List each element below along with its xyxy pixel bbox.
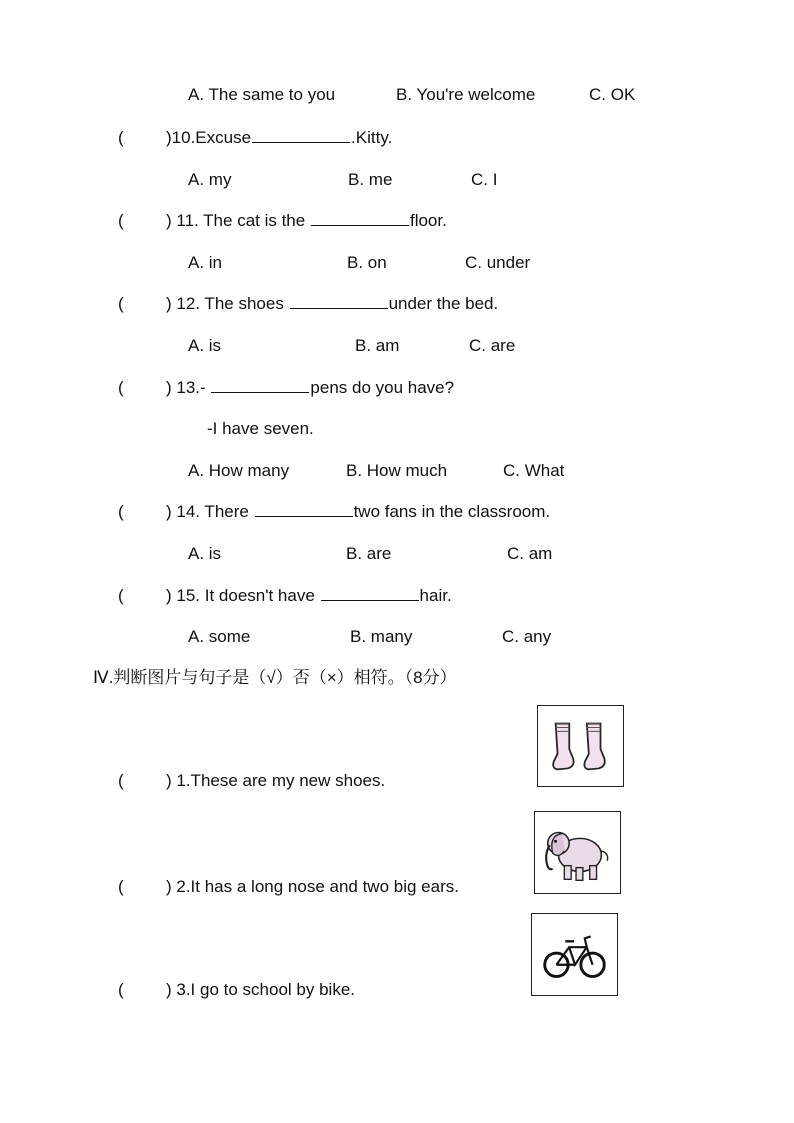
answer-paren[interactable]: (: [118, 980, 124, 999]
question-text-after: floor.: [409, 211, 447, 230]
question-14: [166, 502, 550, 522]
answer-paren[interactable]: (: [118, 586, 124, 605]
q12-option-c: C. are: [469, 336, 516, 355]
q14-option-b: B. are: [346, 544, 392, 563]
q12-option-b: B. am: [355, 336, 400, 355]
q10-option-a: A. my: [188, 170, 232, 189]
answer-paren[interactable]: (: [118, 128, 124, 147]
q15-option-b: B. many: [350, 627, 413, 646]
section-4-title: Ⅳ.判断图片与句子是（√）否（×）相符。（8分）: [93, 668, 457, 687]
answer-paren[interactable]: (: [118, 294, 124, 313]
question-text-after: .Kitty.: [351, 128, 393, 147]
q13-option-b: B. How much: [346, 461, 448, 480]
socks-icon: [538, 706, 623, 786]
question-12: [166, 294, 498, 314]
q15-option-c: C. any: [502, 627, 552, 646]
answer-blank[interactable]: [311, 211, 409, 226]
question-text-after: hair.: [419, 586, 452, 605]
question-text: ) 11. The cat is the: [166, 211, 306, 230]
bicycle-icon: [532, 914, 617, 995]
question-10: [166, 128, 392, 148]
q14-option-a: A. is: [188, 544, 222, 563]
question-text: ) 13.-: [166, 378, 206, 397]
answer-paren[interactable]: (: [118, 877, 124, 896]
q14-option-c: C. am: [507, 544, 553, 563]
q10-option-b: B. me: [348, 170, 393, 189]
q13-reply: -I have seven.: [207, 419, 314, 438]
q15-option-a: A. some: [188, 627, 251, 646]
question-text-after: under the bed.: [388, 294, 499, 313]
q11-option-c: C. under: [465, 253, 531, 272]
question-text: ) 15. It doesn't have: [166, 586, 315, 605]
judge-3: ) 3.I go to school by bike.: [166, 980, 355, 999]
answer-paren[interactable]: (: [118, 211, 124, 230]
answer-blank[interactable]: [321, 586, 419, 601]
answer-blank[interactable]: [255, 502, 353, 517]
answer-blank[interactable]: [211, 378, 309, 393]
socks-picture: [537, 705, 624, 787]
question-11: [166, 211, 447, 231]
question-13: [166, 378, 454, 398]
answer-paren[interactable]: (: [118, 378, 124, 397]
q13-option-c: C. What: [503, 461, 565, 480]
question-text: ) 12. The shoes: [166, 294, 284, 313]
question-text: )10.Excuse: [166, 128, 252, 147]
answer-blank[interactable]: [290, 294, 388, 309]
q11-option-b: B. on: [347, 253, 387, 272]
bicycle-picture: [531, 913, 618, 996]
question-text-after: pens do you have?: [310, 378, 455, 397]
q9-option-c: C. OK: [589, 85, 636, 104]
question-text-after: two fans in the classroom.: [353, 502, 551, 521]
judge-1: ) 1.These are my new shoes.: [166, 771, 386, 790]
answer-paren[interactable]: (: [118, 771, 124, 790]
judge-2: ) 2.It has a long nose and two big ears.: [166, 877, 459, 896]
answer-blank[interactable]: [252, 128, 350, 143]
elephant-picture: [534, 811, 621, 894]
elephant-icon: [535, 812, 620, 893]
q11-option-a: A. in: [188, 253, 223, 272]
q9-option-b: B. You're welcome: [396, 85, 536, 104]
q13-option-a: A. How many: [188, 461, 290, 480]
question-text: ) 14. There: [166, 502, 249, 521]
q10-option-c: C. I: [471, 170, 498, 189]
q9-option-a: A. The same to you: [188, 85, 336, 104]
answer-paren[interactable]: (: [118, 502, 124, 521]
q12-option-a: A. is: [188, 336, 222, 355]
question-15: [166, 586, 452, 606]
